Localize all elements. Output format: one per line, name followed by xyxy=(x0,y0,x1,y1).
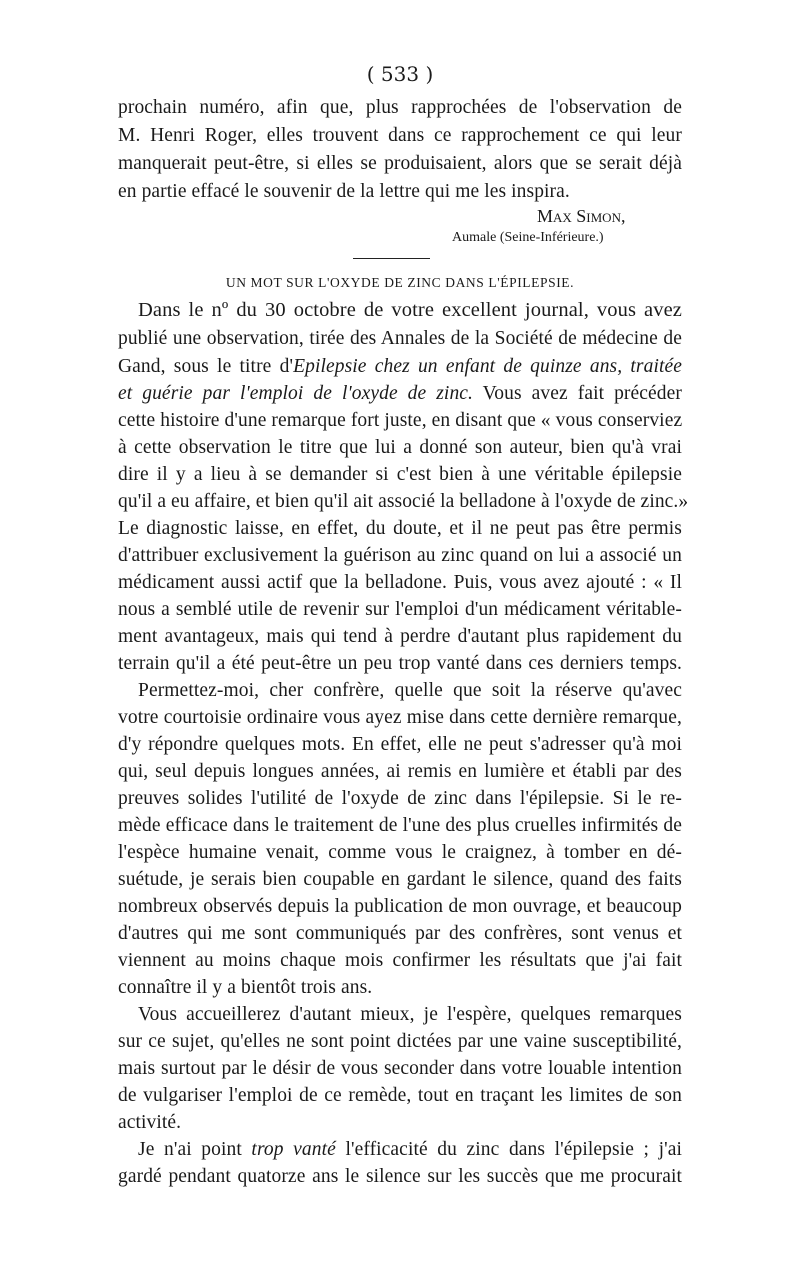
text-line: mède efficace dans le traitement de l'une des plus cruelles infirmités de xyxy=(118,815,682,836)
text-line: preuves solides l'utilité de l'oxyde de zinc dans l'épilepsie. Si le re- xyxy=(118,788,682,809)
page-number: ( 533 ) xyxy=(366,62,434,86)
text-line: et guérie par l'emploi de l'oxyde de zinc. Vous avez fait précéder xyxy=(118,383,682,404)
text-line: Gand, sous le titre d'Epilepsie chez un enfant de quinze ans, traitée xyxy=(118,356,682,377)
text-line: ment avantageux, mais qui tend à perdre d'autant plus rapidement du xyxy=(118,626,682,647)
signature-name: Max Simon, xyxy=(537,206,626,226)
text-line: publié une observation, tirée des Annales de la Société de médecine de xyxy=(118,328,682,349)
signature-place: Aumale (Seine-Inférieure.) xyxy=(452,230,604,245)
text-line: dire il y a lieu à se demander si c'est bien à une véritable épilepsie xyxy=(118,464,682,485)
text-line: Vous accueillerez d'autant mieux, je l'espère, quelques remarques xyxy=(138,1004,682,1025)
text-line: médicament aussi actif que la belladone. Puis, vous avez ajouté : « Il xyxy=(118,572,682,593)
italic-emphasis: trop vanté xyxy=(251,1139,336,1160)
text-line: mais surtout par le désir de vous seconder dans votre louable intention xyxy=(118,1058,682,1079)
text-line: viennent au moins chaque mois confirmer les résultats que j'ai fait xyxy=(118,950,682,971)
text-line: Je n'ai point trop vanté l'efficacité du zinc dans l'épilepsie ; j'ai xyxy=(138,1139,682,1160)
text-line: gardé pendant quatorze ans le silence sur les succès que me procurait xyxy=(118,1166,682,1187)
text-line: qui, seul depuis longues années, ai remis en lumière et établi par des xyxy=(118,761,682,782)
article-title: UN MOT SUR L'OXYDE DE ZINC DANS L'ÉPILEPSIE. xyxy=(225,275,575,290)
text-line: activité. xyxy=(118,1112,182,1133)
text-line: suétude, je serais bien coupable en gardant le silence, quand des faits xyxy=(118,869,682,890)
text-line: à cette observation le titre que lui a donné son auteur, bien qu'à vrai xyxy=(118,437,682,458)
text-line: Permettez-moi, cher confrère, quelle que soit la réserve qu'avec xyxy=(138,680,682,701)
text-line: sur ce sujet, qu'elles ne sont point dictées par une vaine susceptibilité, xyxy=(118,1031,682,1052)
text-line: en partie effacé le souvenir de la lettre qui me les inspira. xyxy=(118,181,570,202)
text-line: manquerait peut-être, si elles se produisaient, alors que se serait déjà xyxy=(118,153,682,174)
section-divider xyxy=(353,258,430,259)
text-line: nombreux observés depuis la publication de mon ouvrage, et beaucoup xyxy=(118,896,682,917)
text-line: nous a semblé utile de revenir sur l'emploi d'un médicament véritable- xyxy=(118,599,682,620)
text-line: votre courtoisie ordinaire vous ayez mise dans cette dernière remarque, xyxy=(118,707,682,728)
text-line: connaître il y a bientôt trois ans. xyxy=(118,977,373,998)
text-line: Dans le nº du 30 octobre de votre excellent journal, vous avez xyxy=(138,299,682,321)
text-line: cette histoire d'une remarque fort juste, en disant que « vous conserviez xyxy=(118,410,683,431)
text-line: d'y répondre quelques mots. En effet, elle ne peut s'adresser qu'à moi xyxy=(118,734,682,755)
italic-title-part: et guérie par l'emploi de l'oxyde de zinc. xyxy=(118,383,474,404)
text-line: terrain qu'il a été peut-être un peu trop vanté dans ces derniers temps. xyxy=(118,653,682,674)
text-line: d'attribuer exclusivement la guérison au zinc quand on lui a associé un xyxy=(118,545,682,566)
text-line: d'autres qui me sont communiqués par des confrères, sont venus et xyxy=(118,923,682,944)
text-line: prochain numéro, afin que, plus rapprochées de l'observation de xyxy=(118,97,682,118)
text-line: Le diagnostic laisse, en effet, du doute, et il ne peut pas être permis xyxy=(118,518,682,539)
italic-title-part: Epilepsie chez un enfant de quinze ans, traitée xyxy=(293,356,682,377)
text-line: M. Henri Roger, elles trouvent dans ce rapprochement ce qui leur xyxy=(118,125,682,146)
text-line: l'espèce humaine venait, comme vous le craignez, à tomber en dé- xyxy=(118,842,682,863)
text-line: qu'il a eu affaire, et bien qu'il ait associé la belladone à l'oxyde de zinc.» xyxy=(118,491,689,512)
text-line: de vulgariser l'emploi de ce remède, tout en traçant les limites de son xyxy=(118,1085,682,1106)
